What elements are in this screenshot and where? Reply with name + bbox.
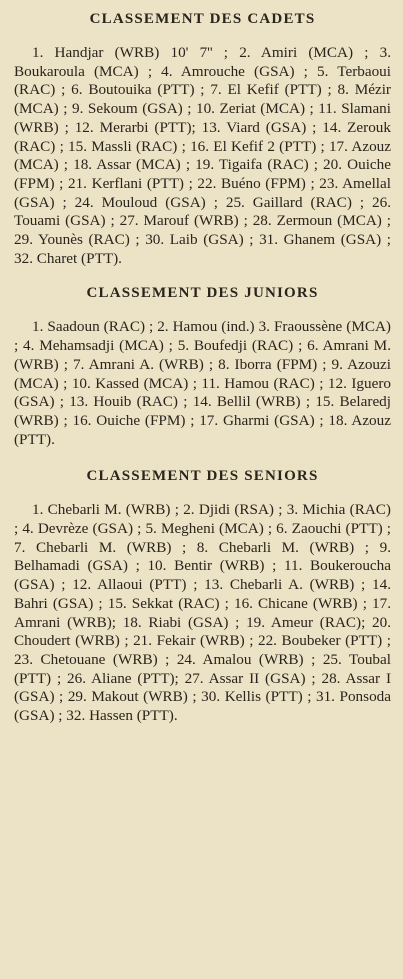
section-cadets <box>14 8 391 268</box>
heading-juniors: CLASSEMENT DES JUNIORS <box>86 285 319 302</box>
section-seniors <box>14 465 391 725</box>
results-juniors: 1. Saadoun (RAC) ; 2. Hamou (ind.) 3. Fraoussène (MCA) ; 4. Mehamsadji (MCA) ; 5. Boufedji (RAC) ; 6. Amrani M. (WRB) ; 7. Amrani A. (WRB) ; 8. Iborra (FPM) ; 9. Azouzi (MCA) ; 10. Kassed (MCA) ; 11. Hamou (RAC) ; 12. Iguero (GSA) ; 13. Houib (RAC) ; 14. Bellil (WRB) ; 15. Belaredj (WRB) ; 16. Ouiche (FPM) ; 17. Gharmi (GSA) ; 18. Azouz (PTT). <box>14 318 391 448</box>
results-seniors: 1. Chebarli M. (WRB) ; 2. Djidi (RSA) ; 3. Michia (RAC) ; 4. Devrèze (GSA) ; 5. Megheni (MCA) ; 6. Zaouchi (PTT) ; 7. Chebarli M. (WRB) ; 8. Chebarli M. (WRB) ; 9. Belhamadi (GSA) ; 10. Bentir (WRB) ; 11. Boukeroucha (GSA) ; 12. Allaoui (PTT) ; 13. Chebarli A. (WRB) ; 14. Bahri (GSA) ; 15. Sekkat (RAC) ; 16. Chicane (WRB) ; 17. Amrani (WRB); 18. Riabi (GSA) ; 19. Ameur (RAC); 20. Choudert (WRB) ; 21. Fekair (WRB) ; 22. Boubeker (PTT) ; 23. Chetouane (WRB) ; 24. Amalou (WRB) ; 25. Toubal (PTT) ; 26. Aliane (PTT); 27. Assar II (GSA) ; 28. Assar I (GSA) ; 29. Makout (WRB) ; 30. Kellis (PTT) ; 31. Ponsoda (GSA) ; 32. Hassen (PTT). <box>14 501 391 725</box>
heading-seniors: CLASSEMENT DES SENIORS <box>86 468 319 485</box>
results-cadets: 1. Handjar (WRB) 10' 7'' ; 2. Amiri (MCA) ; 3. Boukaroula (MCA) ; 4. Amrouche (GSA) ; 5. Terbaoui (RAC) ; 6. Boutouika (PTT) ; 7. El Kefif (PTT) ; 8. Mézir (MCA) ; 9. Sekoum (GSA) ; 10. Zeriat (MCA) ; 11. Slamani (WRB) ; 12. Merarbi (PTT); 13. Viard (GSA) ; 14. Zerouk (RAC) ; 15. Massli (RAC) ; 16. El Kefif 2 (PTT) ; 17. Azouz (MCA) ; 18. Assar (MCA) ; 19. Tigaifa (RAC) ; 20. Ouiche (FPM) ; 21. Kerflani (PTT) ; 22. Buéno (FPM) ; 23. Amellal (GSA) ; 24. Mouloud (GSA) ; 25. Gaillard (RAC) ; 26. Touami (GSA) ; 27. Marouf (WRB) ; 28. Zermoun (MCA) ; 29. Younès (RAC) ; 30. Laib (GSA) ; 31. Ghanem (GSA) ; 32. Charet (PTT). <box>14 44 391 267</box>
section-juniors <box>14 282 391 449</box>
heading-cadets: CLASSEMENT DES CADETS <box>89 11 316 27</box>
